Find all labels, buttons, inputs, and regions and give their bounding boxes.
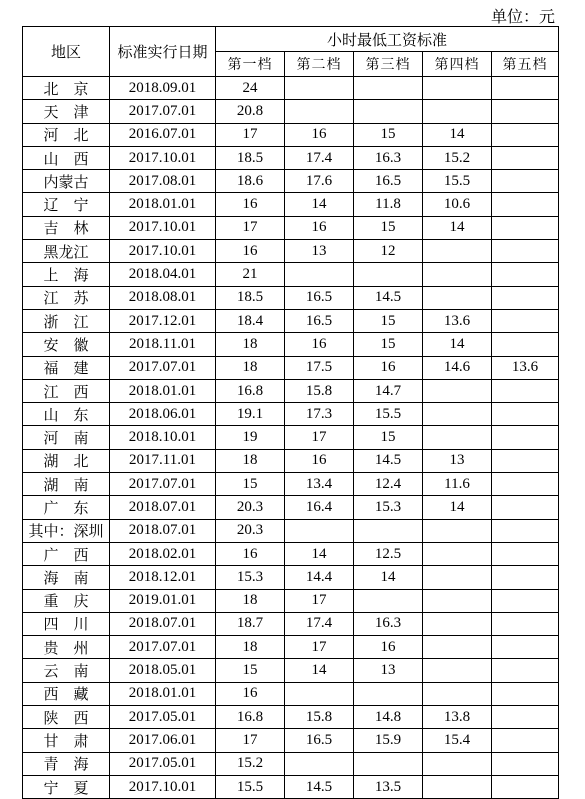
table-row [23,449,559,472]
tier-2-cell [285,682,354,705]
tier-3-cell: 16 [354,356,423,379]
header-tier-5: 第五档 [492,52,559,77]
tier-3-cell [354,263,423,286]
tier-3-cell: 15 [354,216,423,239]
tier-4-cell [423,612,492,635]
tier-3-cell [354,752,423,775]
tier-5-cell: 13.6 [492,356,559,379]
tier-3-cell: 14.7 [354,379,423,402]
tier-1-cell: 21 [216,263,285,286]
region-cell: 河 北 [23,123,110,146]
tier-3-cell [354,100,423,123]
tier-1-cell: 18.7 [216,612,285,635]
date-cell: 2017.05.01 [110,706,216,729]
tier-2-cell: 16.5 [285,309,354,332]
table-row [23,473,559,496]
tier-5-cell [492,659,559,682]
tier-1-cell: 18.5 [216,286,285,309]
tier-2-cell: 17 [285,636,354,659]
region-cell: 福 建 [23,356,110,379]
table-row [23,123,559,146]
tier-4-cell: 13.8 [423,706,492,729]
unit-label: 单位：元 [490,7,555,26]
tier-1-cell: 15.2 [216,752,285,775]
tier-4-cell [423,589,492,612]
table-row [23,636,559,659]
tier-5-cell [492,146,559,169]
tier-4-cell [423,659,492,682]
tier-5-cell [492,426,559,449]
date-cell: 2017.07.01 [110,356,216,379]
table-row [23,216,559,239]
tier-3-cell [354,77,423,100]
tier-4-cell: 10.6 [423,193,492,216]
tier-5-cell [492,566,559,589]
tier-2-cell: 15.8 [285,379,354,402]
tier-1-cell: 17 [216,123,285,146]
date-cell: 2017.07.01 [110,636,216,659]
tier-2-cell: 17.4 [285,612,354,635]
tier-2-cell [285,752,354,775]
tier-3-cell: 12 [354,240,423,263]
tier-1-cell: 15 [216,473,285,496]
tier-2-cell: 17.4 [285,146,354,169]
tier-4-cell: 14 [423,216,492,239]
tier-3-cell: 14.5 [354,286,423,309]
table-row [23,519,559,542]
tier-4-cell: 13.6 [423,309,492,332]
tier-1-cell: 16.8 [216,706,285,729]
tier-2-cell: 14 [285,659,354,682]
tier-2-cell [285,100,354,123]
tier-2-cell: 13.4 [285,473,354,496]
tier-4-cell: 14.6 [423,356,492,379]
tier-2-cell: 17.3 [285,403,354,426]
tier-4-cell [423,426,492,449]
min-wage-table [22,26,559,799]
table-row [23,240,559,263]
tier-3-cell: 14.8 [354,706,423,729]
tier-2-cell: 14.5 [285,775,354,798]
tier-3-cell: 12.4 [354,473,423,496]
tier-1-cell: 18 [216,449,285,472]
tier-2-cell: 17.5 [285,356,354,379]
tier-4-cell: 13 [423,449,492,472]
date-cell: 2016.07.01 [110,123,216,146]
tier-1-cell: 16 [216,193,285,216]
tier-3-cell: 15 [354,123,423,146]
date-cell: 2018.11.01 [110,333,216,356]
tier-3-cell [354,589,423,612]
tier-3-cell [354,519,423,542]
header-date: 标准实行日期 [110,27,216,77]
tier-5-cell [492,403,559,426]
header-region: 地区 [23,27,110,77]
tier-3-cell: 16.3 [354,146,423,169]
tier-5-cell [492,519,559,542]
date-cell: 2018.07.01 [110,519,216,542]
tier-5-cell [492,77,559,100]
date-cell: 2017.12.01 [110,309,216,332]
date-cell: 2018.09.01 [110,77,216,100]
table-row [23,426,559,449]
tier-3-cell: 15.9 [354,729,423,752]
date-cell: 2018.10.01 [110,426,216,449]
tier-3-cell: 15.3 [354,496,423,519]
table-row [23,77,559,100]
tier-2-cell: 13 [285,240,354,263]
tier-1-cell: 18 [216,356,285,379]
region-cell: 吉 林 [23,216,110,239]
region-cell: 黑龙江 [23,240,110,263]
tier-1-cell: 24 [216,77,285,100]
table-row [23,706,559,729]
table-body [23,77,559,799]
tier-1-cell: 15 [216,659,285,682]
date-cell: 2017.10.01 [110,775,216,798]
tier-4-cell [423,775,492,798]
region-cell: 云 南 [23,659,110,682]
tier-5-cell [492,775,559,798]
tier-4-cell [423,77,492,100]
tier-1-cell: 16 [216,542,285,565]
tier-4-cell [423,752,492,775]
table-row [23,496,559,519]
tier-5-cell [492,286,559,309]
date-cell: 2017.10.01 [110,216,216,239]
tier-5-cell [492,333,559,356]
region-cell: 重 庆 [23,589,110,612]
tier-2-cell: 17.6 [285,170,354,193]
tier-5-cell [492,240,559,263]
date-cell: 2018.07.01 [110,496,216,519]
table-row [23,286,559,309]
date-cell: 2017.10.01 [110,240,216,263]
tier-5-cell [492,473,559,496]
date-cell: 2018.05.01 [110,659,216,682]
table-row [23,659,559,682]
table-row [23,146,559,169]
date-cell: 2017.07.01 [110,100,216,123]
tier-5-cell [492,193,559,216]
table-row [23,729,559,752]
tier-5-cell [492,123,559,146]
tier-5-cell [492,589,559,612]
region-cell: 西 藏 [23,682,110,705]
tier-5-cell [492,100,559,123]
table-row [23,193,559,216]
date-cell: 2017.05.01 [110,752,216,775]
tier-4-cell [423,240,492,263]
table-row [23,403,559,426]
tier-3-cell: 13 [354,659,423,682]
tier-1-cell: 16 [216,682,285,705]
tier-2-cell: 14.4 [285,566,354,589]
date-cell: 2018.01.01 [110,379,216,402]
tier-1-cell: 20.3 [216,496,285,519]
tier-5-cell [492,752,559,775]
tier-2-cell: 16.5 [285,729,354,752]
tier-1-cell: 18.4 [216,309,285,332]
table-row [23,589,559,612]
table-row [23,356,559,379]
tier-1-cell: 17 [216,216,285,239]
tier-4-cell: 14 [423,496,492,519]
tier-2-cell [285,77,354,100]
tier-3-cell: 16.5 [354,170,423,193]
tier-3-cell: 15 [354,426,423,449]
tier-2-cell: 16 [285,123,354,146]
tier-3-cell: 11.8 [354,193,423,216]
region-cell: 四 川 [23,612,110,635]
region-cell: 江 苏 [23,286,110,309]
table-row [23,333,559,356]
table-row [23,100,559,123]
region-cell: 河 南 [23,426,110,449]
tier-4-cell [423,682,492,705]
tier-2-cell: 15.8 [285,706,354,729]
tier-5-cell [492,449,559,472]
tier-5-cell [492,263,559,286]
region-cell: 天 津 [23,100,110,123]
tier-2-cell: 16 [285,449,354,472]
region-cell: 广 西 [23,542,110,565]
header-tier-3: 第三档 [354,52,423,77]
tier-5-cell [492,729,559,752]
region-cell: 甘 肃 [23,729,110,752]
region-cell: 陕 西 [23,706,110,729]
tier-4-cell: 15.2 [423,146,492,169]
table-row [23,309,559,332]
date-cell: 2017.07.01 [110,473,216,496]
region-cell: 山 东 [23,403,110,426]
table-row [23,775,559,798]
tier-3-cell: 14.5 [354,449,423,472]
tier-5-cell [492,542,559,565]
table-row [23,752,559,775]
region-cell: 广 东 [23,496,110,519]
tier-4-cell [423,519,492,542]
region-cell: 安 徽 [23,333,110,356]
table-row [23,379,559,402]
table-row [23,682,559,705]
tier-1-cell: 19.1 [216,403,285,426]
date-cell: 2018.04.01 [110,263,216,286]
tier-2-cell: 14 [285,193,354,216]
tier-2-cell: 16 [285,333,354,356]
tier-3-cell: 15 [354,333,423,356]
tier-5-cell [492,496,559,519]
header-hourly-min-wage: 小时最低工资标准 [216,27,559,52]
tier-4-cell [423,636,492,659]
header-tier-4: 第四档 [423,52,492,77]
region-cell: 山 西 [23,146,110,169]
tier-4-cell [423,379,492,402]
region-cell: 北 京 [23,77,110,100]
header-tier-2: 第二档 [285,52,354,77]
tier-4-cell: 14 [423,333,492,356]
region-cell: 海 南 [23,566,110,589]
date-cell: 2017.10.01 [110,146,216,169]
date-cell: 2018.01.01 [110,193,216,216]
tier-5-cell [492,379,559,402]
tier-5-cell [492,309,559,332]
tier-1-cell: 20.3 [216,519,285,542]
tier-4-cell [423,566,492,589]
tier-1-cell: 16 [216,240,285,263]
tier-1-cell: 18 [216,589,285,612]
region-cell: 青 海 [23,752,110,775]
tier-2-cell: 17 [285,426,354,449]
tier-1-cell: 15.5 [216,775,285,798]
tier-2-cell: 17 [285,589,354,612]
tier-1-cell: 18.5 [216,146,285,169]
region-cell: 宁 夏 [23,775,110,798]
tier-1-cell: 19 [216,426,285,449]
tier-3-cell: 15 [354,309,423,332]
tier-3-cell: 16 [354,636,423,659]
tier-2-cell: 16.4 [285,496,354,519]
tier-4-cell [423,100,492,123]
table-row [23,170,559,193]
header-tier-1: 第一档 [216,52,285,77]
tier-4-cell [423,403,492,426]
tier-3-cell: 13.5 [354,775,423,798]
tier-4-cell [423,542,492,565]
table-row [23,542,559,565]
tier-3-cell: 12.5 [354,542,423,565]
region-cell: 内蒙古 [23,170,110,193]
tier-1-cell: 17 [216,729,285,752]
region-cell: 辽 宁 [23,193,110,216]
tier-5-cell [492,706,559,729]
date-cell: 2018.01.01 [110,682,216,705]
table-row [23,612,559,635]
tier-5-cell [492,636,559,659]
region-cell: 贵 州 [23,636,110,659]
table-row [23,263,559,286]
region-cell: 浙 江 [23,309,110,332]
date-cell: 2018.07.01 [110,612,216,635]
tier-1-cell: 18 [216,333,285,356]
tier-4-cell [423,286,492,309]
tier-3-cell [354,682,423,705]
tier-1-cell: 18 [216,636,285,659]
tier-4-cell: 15.4 [423,729,492,752]
tier-5-cell [492,612,559,635]
tier-5-cell [492,170,559,193]
date-cell: 2018.06.01 [110,403,216,426]
tier-5-cell [492,216,559,239]
tier-4-cell: 15.5 [423,170,492,193]
tier-3-cell: 15.5 [354,403,423,426]
region-cell: 湖 北 [23,449,110,472]
tier-4-cell: 14 [423,123,492,146]
date-cell: 2018.08.01 [110,286,216,309]
tier-2-cell [285,263,354,286]
region-cell: 江 西 [23,379,110,402]
date-cell: 2017.11.01 [110,449,216,472]
tier-4-cell [423,263,492,286]
tier-3-cell: 14 [354,566,423,589]
tier-4-cell: 11.6 [423,473,492,496]
region-cell: 上 海 [23,263,110,286]
region-cell: 湖 南 [23,473,110,496]
tier-2-cell [285,519,354,542]
tier-1-cell: 20.8 [216,100,285,123]
date-cell: 2017.06.01 [110,729,216,752]
date-cell: 2018.02.01 [110,542,216,565]
table-row [23,566,559,589]
tier-1-cell: 18.6 [216,170,285,193]
tier-3-cell: 16.3 [354,612,423,635]
tier-5-cell [492,682,559,705]
tier-2-cell: 16 [285,216,354,239]
region-cell: 其中：深圳 [23,519,110,542]
tier-2-cell: 16.5 [285,286,354,309]
date-cell: 2017.08.01 [110,170,216,193]
date-cell: 2018.12.01 [110,566,216,589]
tier-2-cell: 14 [285,542,354,565]
tier-1-cell: 16.8 [216,379,285,402]
date-cell: 2019.01.01 [110,589,216,612]
tier-1-cell: 15.3 [216,566,285,589]
